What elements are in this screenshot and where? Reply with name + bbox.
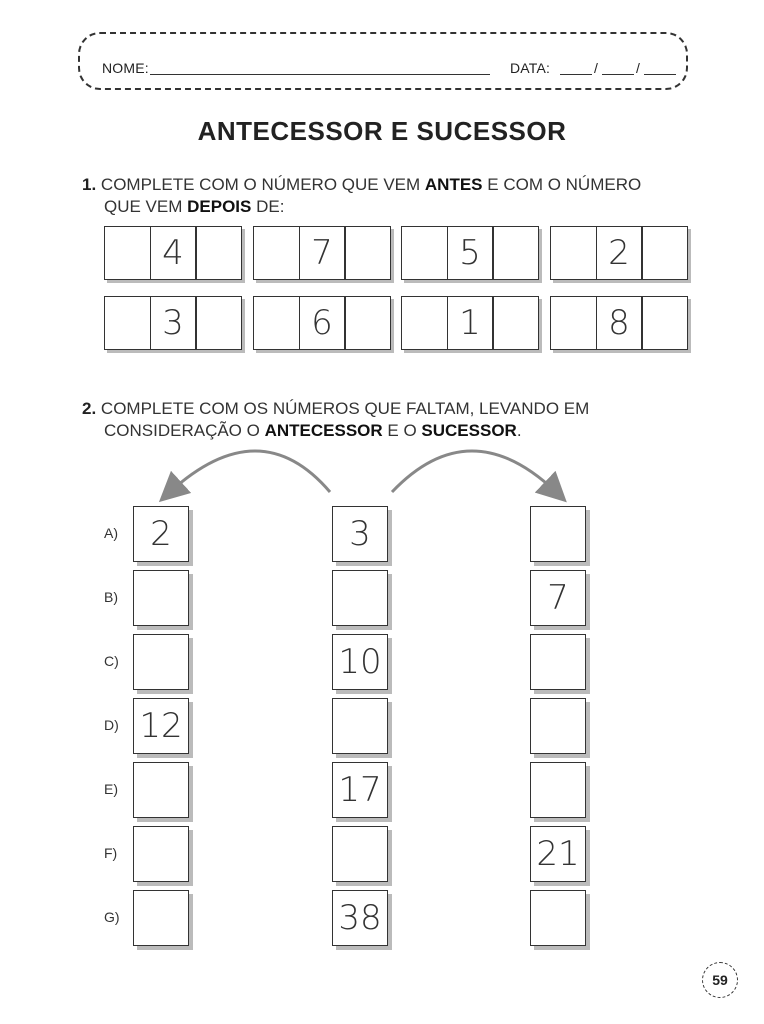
row-label: G): [104, 909, 120, 925]
given-number-cell: 3: [150, 296, 197, 350]
number-box: 38: [332, 890, 388, 946]
given-number-cell: 6: [299, 296, 346, 350]
sucessor-box: 7: [530, 570, 586, 626]
row-label: B): [104, 589, 118, 605]
question-2-text: COMPLETE COM OS NÚMEROS QUE FALTAM, LEVANDO EM: [100, 399, 590, 418]
row-label: F): [104, 845, 118, 861]
number-box: 10: [332, 634, 388, 690]
page-number: 59: [702, 962, 738, 998]
sucessor-box[interactable]: [530, 506, 586, 562]
antecessor-box[interactable]: [133, 826, 189, 882]
question-2-number: 2.: [82, 399, 97, 418]
given-number-cell: 7: [299, 226, 346, 280]
question-2-text: CONSIDERAÇÃO O: [104, 421, 265, 440]
question-2-bold-sucessor: SUCESSOR: [421, 421, 517, 440]
antecessor-box[interactable]: [133, 890, 189, 946]
question-1-text: E COM O NÚMERO: [482, 175, 642, 194]
question-2-text: E O: [382, 421, 422, 440]
given-number-cell: 5: [447, 226, 494, 280]
sucessor-box[interactable]: [530, 698, 586, 754]
given-number-cell: 2: [596, 226, 643, 280]
number-box[interactable]: [332, 698, 388, 754]
arrow-right-icon: [392, 451, 556, 492]
date-label: DATA:: [510, 60, 551, 76]
given-number-cell: 8: [596, 296, 643, 350]
question-1-text: DE:: [251, 197, 285, 216]
row-label: D): [104, 717, 119, 733]
sucessor-box[interactable]: [530, 762, 586, 818]
name-label: NOME:: [102, 60, 149, 76]
antecessor-box[interactable]: [133, 634, 189, 690]
number-box[interactable]: [332, 826, 388, 882]
sucessor-box[interactable]: [530, 634, 586, 690]
question-1-bold-antes: ANTES: [424, 175, 483, 194]
question-2-text: .: [516, 421, 522, 440]
row-label: E): [104, 781, 118, 797]
given-number-cell: 4: [150, 226, 197, 280]
question-2-bold-antecessor: ANTECESSOR: [264, 421, 383, 440]
sucessor-box: 21: [530, 826, 586, 882]
arrow-left-icon: [170, 451, 330, 492]
sucessor-box[interactable]: [530, 890, 586, 946]
row-label: C): [104, 653, 119, 669]
date-separator: /: [636, 60, 640, 76]
number-box: 3: [332, 506, 388, 562]
number-box[interactable]: [332, 570, 388, 626]
question-1-text: COMPLETE COM O NÚMERO QUE VEM: [100, 175, 425, 194]
question-1-bold-depois: DEPOIS: [187, 197, 252, 216]
number-box: 17: [332, 762, 388, 818]
date-separator: /: [594, 60, 598, 76]
question-1-number: 1.: [82, 175, 97, 194]
page-title: ANTECESSOR E SUCESSOR: [197, 116, 567, 146]
given-number-cell: 1: [447, 296, 494, 350]
antecessor-box[interactable]: [133, 762, 189, 818]
antecessor-box: 12: [133, 698, 189, 754]
antecessor-box: 2: [133, 506, 189, 562]
row-label: A): [104, 525, 118, 541]
antecessor-box[interactable]: [133, 570, 189, 626]
question-1-text: QUE VEM: [104, 197, 188, 216]
